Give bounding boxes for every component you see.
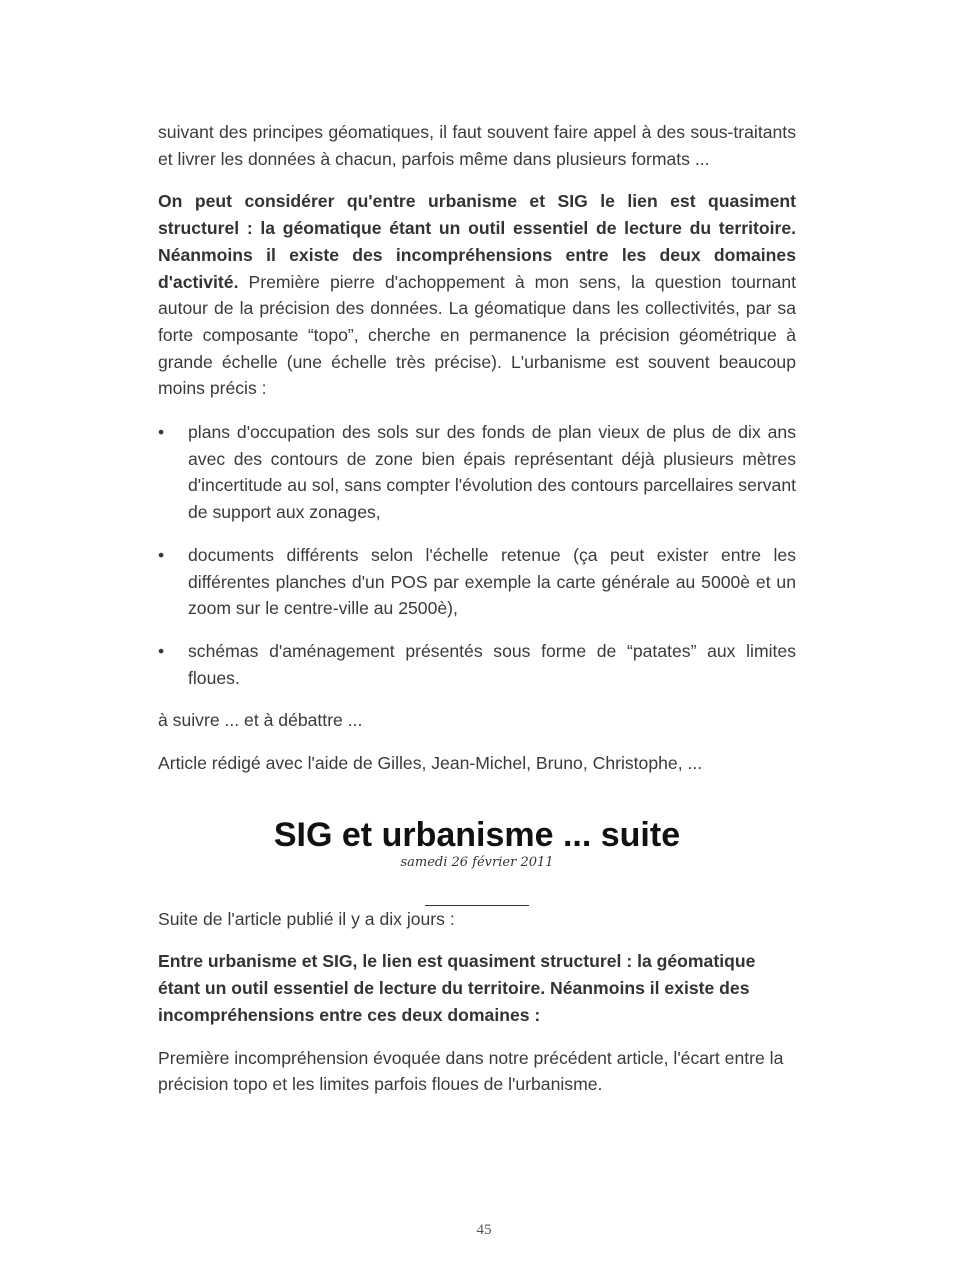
imprecision-list (158, 419, 796, 691)
paragraph-continuation: suivant des principes géomatiques, il faut souvent faire appel à des sous-traitants et livrer les données à chacun, parfois même dans plusieurs formats ... (158, 122, 796, 169)
list-item-text: schémas d'aménagement présentés sous forme de “patates” aux limites floues. (188, 640, 796, 688)
bullet-icon: • (158, 422, 165, 443)
article-intro: Suite de l'article publié il y a dix jours : (158, 908, 455, 929)
page-content (158, 119, 796, 1098)
page-number: 45 (476, 1222, 492, 1238)
paragraph-bold-lead: On peut considérer qu'entre urbanisme et SIG le lien est quasiment structurel : la géomatique étant un outil essentiel de lecture du territoire. Néanmoins il existe des incompréhensions entre les deux domaines d'activité. (158, 191, 796, 292)
list-item (158, 419, 796, 526)
paragraph-body: Première pierre d'achoppement à mon sens, la question tournant autour de la précision des données. La géomatique dans les collectivités, par sa forte composante “topo”, cherche en permanence la précision géométrique à grande échelle (une échelle très précise). L'urbanisme est souvent beaucoup moins précis : (158, 271, 796, 399)
article-title: SIG et urbanisme ... suite (273, 815, 681, 854)
paragraph-link-urbanism-gis (158, 188, 796, 402)
bullet-icon: • (158, 640, 165, 661)
article-header (158, 815, 796, 906)
article-bold-paragraph: Entre urbanisme et SIG, le lien est quasiment structurel : la géomatique étant un outil essentiel de lecture du territoire. Néanmoins il existe des incompréhensions entre ces deux domaines : (158, 951, 756, 1025)
bullet-icon: • (158, 544, 165, 565)
list-item (158, 542, 796, 622)
list-item (158, 638, 796, 691)
list-item-text: documents différents selon l'échelle retenue (ça peut exister entre les différentes planches d'un POS par exemple la carte générale au 5000è et un zoom sur le centre-ville au 2500è), (188, 544, 796, 619)
follow-up-note: à suivre ... et à débattre ... (158, 710, 363, 731)
list-item-text: plans d'occupation des sols sur des fonds de plan vieux de plus de dix ans avec des contours de zone bien épais représentant déjà plusieurs mètres d'incertitude au sol, sans compter l'évolution des contours parcellaires servant de support aux zonages, (188, 422, 796, 523)
article-paragraph: Première incompréhension évoquée dans notre précédent article, l'écart entre la précision topo et les limites parfois floues de l'urbanisme. (158, 1047, 784, 1095)
credits-line: Article rédigé avec l'aide de Gilles, Jean-Michel, Bruno, Christophe, ... (158, 753, 703, 774)
article-date: samedi 26 février 2011 (400, 854, 554, 870)
